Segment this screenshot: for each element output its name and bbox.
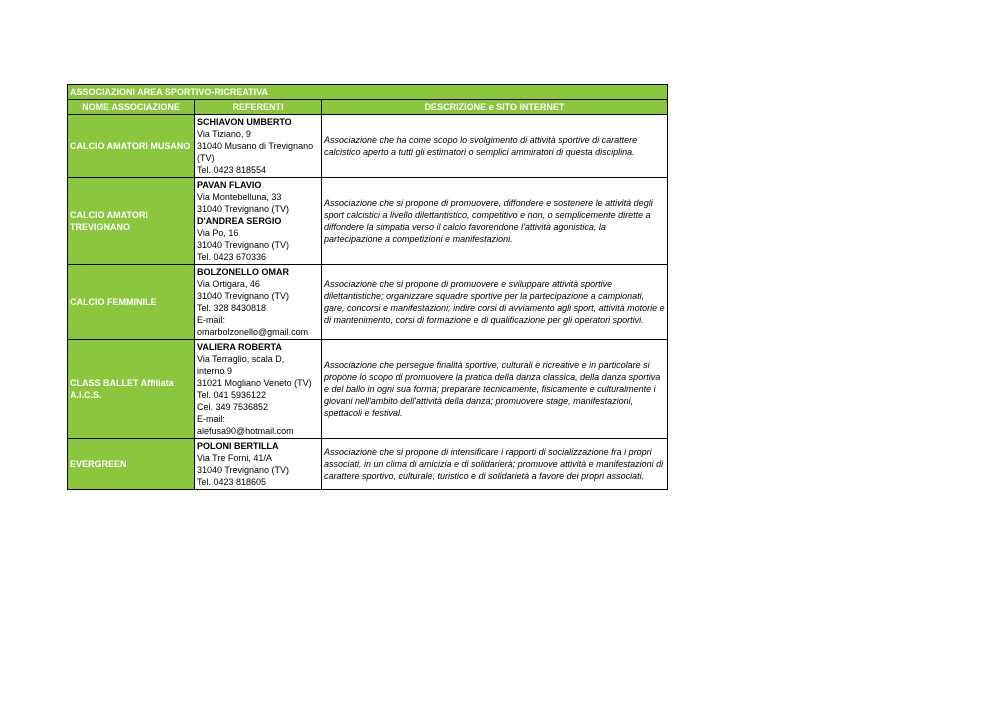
table-row [68, 178, 668, 265]
referents-cell [195, 265, 322, 340]
referent-detail: Via Montebelluna, 33 [197, 192, 282, 202]
association-description: Associazione che persegue finalità sportive, culturali e ricreative e in particolare si propone lo scopo di promuovere la pratica della danza classica, della danza sportiva e del ballo in ogni sua forma; preparare tecnicamente, fisicamente e culturalmente i giovani nell'ambito dell'attività della danza; promuovere stage, manifestazioni, spettacoli e festival. [322, 340, 668, 439]
referent-detail: Via Po, 16 [197, 228, 239, 238]
referent-detail: Via Terraglio, scala D, [197, 354, 285, 364]
referent-detail: Tel. 0423 670336 [197, 252, 267, 262]
association-name: CALCIO FEMMINILE [68, 265, 195, 340]
referent-name: PAVAN FLAVIO [197, 180, 262, 190]
referents-cell [195, 340, 322, 439]
header-descrizione: DESCRIZIONE e SITO INTERNET [322, 100, 668, 115]
table-row [68, 340, 668, 439]
referent-name: VALIERA ROBERTA [197, 342, 282, 352]
table-header-row [68, 100, 668, 115]
referents-cell [195, 178, 322, 265]
association-name: EVERGREEN [68, 439, 195, 490]
table-row [68, 265, 668, 340]
table-row [68, 115, 668, 178]
association-description: Associazione che si propone di promuovere e sviluppare attività sportive dilettantistiche; organizzare squadre sportive per la partecipazione a campionati, gare, concorsi e manifestazioni; indire corsi di avviamento agli sport, attività motorie e di mantenimento, corsi di formazione e di qualificazione per gli operatori sportivi. [322, 265, 668, 340]
referent-detail: Tel. 0423 818554 [197, 165, 267, 175]
association-description: Associazione che si propone di promuovere, diffondere e sostenere le attività degli sport calcistici a livello dilettantistico, competitivo e non, o semplicemente dirette a diffondere la simpatia verso il calcio favorendone l'attività agonistica, la partecipazione a competizioni e manifestazioni. [322, 178, 668, 265]
referent-detail: Tel. 041 5936122 [197, 390, 267, 400]
association-name: CALCIO AMATORI MUSANO [68, 115, 195, 178]
referent-detail: E-mail: [197, 315, 226, 325]
association-description: Associazione che ha come scopo lo svolgimento di attività sportive di carattere calcistico aperto a tutti gli estimatori o semplici ammiratori di questa disciplina. [322, 115, 668, 178]
association-name: CALCIO AMATORI TREVIGNANO [68, 178, 195, 265]
association-description: Associazione che si propone di intensificare i rapporti di socializzazione fra i propri associati, in un clima di amicizia e di solidarierà; promuove attività e manifestazioni di carattere sportivo, culturale, turistico e di solidarietà a favore dei propri associati. [322, 439, 668, 490]
table-title: ASSOCIAZIONI AREA SPORTIVO-RICREATIVA [68, 85, 668, 100]
referent-detail: Via Tre Forni, 41/A [197, 453, 272, 463]
referent-detail: alefusa90@hotmail.com [197, 426, 294, 436]
referent-detail: E-mail: [197, 414, 226, 424]
referent-name: BOLZONELLO OMAR [197, 267, 289, 277]
referent-detail: 31021 Mogliano Veneto (TV) [197, 378, 312, 388]
referent-detail: Via Ortigara, 46 [197, 279, 260, 289]
referent-detail: omarbolzonello@gmail.com [197, 327, 309, 337]
header-nome-associazione: NOME ASSOCIAZIONE [68, 100, 195, 115]
associations-table [67, 84, 668, 490]
referent-name: SCHIAVON UMBERTO [197, 117, 292, 127]
referent-detail: 31040 Musano di Trevignano [197, 141, 314, 151]
table-title-row [68, 85, 668, 100]
referent-detail: 31040 Trevignano (TV) [197, 465, 290, 475]
referent-detail: 31040 Trevignano (TV) [197, 240, 290, 250]
referent-detail: 31040 Trevignano (TV) [197, 291, 290, 301]
referent-detail: Tel. 0423 818605 [197, 477, 267, 487]
referent-detail: Tel. 328 8430818 [197, 303, 267, 313]
referent-name: D'ANDREA SERGIO [197, 216, 282, 226]
table-row [68, 439, 668, 490]
referent-detail: Cel. 349 7536852 [197, 402, 269, 412]
referent-detail: interno 9 [197, 366, 233, 376]
referents-cell [195, 115, 322, 178]
referents-cell [195, 439, 322, 490]
referent-detail: Via Tiziano, 9 [197, 129, 251, 139]
referent-name: POLONI BERTILLA [197, 441, 279, 451]
association-name: CLASS BALLET Affiliata A.I.C.S. [68, 340, 195, 439]
referent-detail: 31040 Trevignano (TV) [197, 204, 290, 214]
header-referenti: REFERENTI [195, 100, 322, 115]
referent-detail: (TV) [197, 153, 215, 163]
